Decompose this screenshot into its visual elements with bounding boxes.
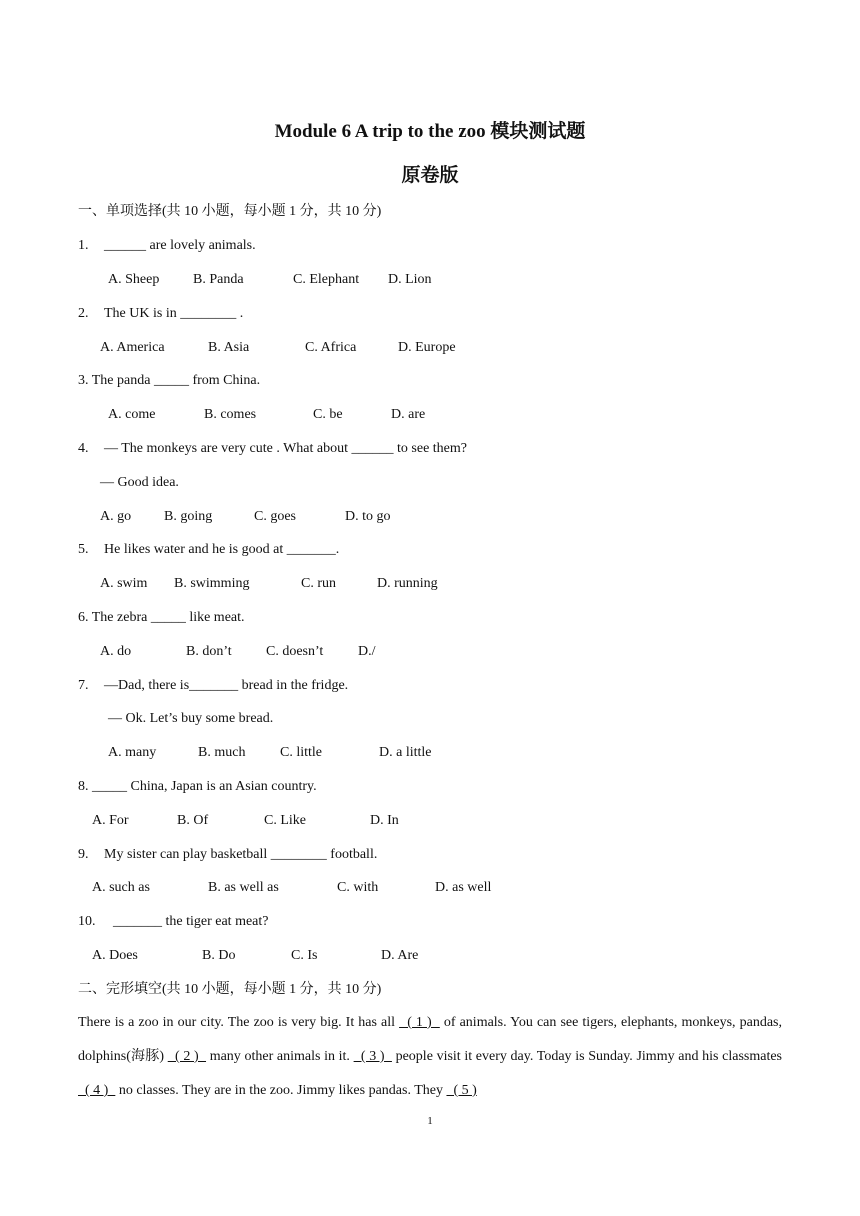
option: B. as well as — [208, 880, 279, 895]
question-text: 6. The zebra _____ like meat. — [78, 610, 245, 625]
question-reply: — Ok. Let’s buy some bread. — [108, 711, 274, 726]
question-text: _______ the tiger eat meat? — [113, 914, 269, 929]
option: C. Is — [291, 948, 318, 963]
option: A. do — [100, 644, 132, 659]
question-number: 2. — [78, 306, 89, 321]
question-text: ______ are lovely animals. — [104, 238, 256, 253]
option: B. Do — [202, 948, 236, 963]
option: A. For — [92, 813, 129, 828]
page-number: 1 — [427, 1115, 433, 1127]
question-text: 3. The panda _____ from China. — [78, 373, 261, 388]
option: A. swim — [100, 576, 148, 591]
page-subtitle: 原卷版 — [401, 165, 459, 186]
option: D. as well — [435, 880, 492, 895]
option: C. with — [337, 880, 379, 895]
question-text: — The monkeys are very cute . What about ______ to see them? — [104, 441, 467, 456]
option: D. a little — [379, 745, 432, 760]
option: B. going — [164, 509, 213, 524]
option: B. swimming — [174, 576, 250, 591]
option: C. little — [280, 745, 322, 760]
option: A. come — [108, 407, 156, 422]
blank-2: ( 2 ) — [167, 1049, 207, 1064]
question-number: 7. — [78, 678, 89, 693]
option: C. Elephant — [293, 272, 360, 287]
option: A. Does — [92, 948, 138, 963]
option: B. comes — [204, 407, 257, 422]
option: D. are — [391, 407, 426, 422]
question-number: 5. — [78, 542, 89, 557]
question-number: 4. — [78, 441, 89, 456]
option: A. Sheep — [108, 272, 160, 287]
blank-1: ( 1 ) — [399, 1015, 440, 1030]
blank-4: ( 4 ) — [78, 1083, 116, 1098]
option: C. Africa — [305, 340, 357, 355]
passage-text: There is a zoo in our city. The zoo is very big. It has all — [78, 1015, 400, 1030]
option: D. to go — [345, 509, 391, 524]
option: A. America — [100, 340, 165, 355]
cloze-passage — [78, 1006, 782, 1108]
option: B. don’t — [186, 644, 232, 659]
page-title: Module 6 A trip to the zoo 模块测试题 — [274, 121, 586, 142]
passage-text: people visit it every day. Today is Sunday. Jimmy and his classmates — [391, 1049, 782, 1064]
option: A. go — [100, 509, 132, 524]
option: D. In — [370, 813, 399, 828]
question-number: 9. — [78, 847, 89, 862]
option: D. Are — [381, 948, 419, 963]
option: D. running — [377, 576, 438, 591]
blank-3: ( 3 ) — [353, 1049, 392, 1064]
question-text: He likes water and he is good at _______. — [104, 542, 340, 557]
option: C. Like — [264, 813, 306, 828]
option: D. Lion — [388, 272, 432, 287]
question-text: The UK is in ________ . — [104, 306, 244, 321]
question-number: 1. — [78, 238, 89, 253]
question-text: My sister can play basketball ________ football. — [104, 847, 378, 862]
option: D./ — [358, 644, 376, 659]
passage-text: of animals. You can see tigers, elephants, monkeys, pandas, dolphins(海豚) — [78, 1015, 782, 1064]
option: A. many — [108, 745, 157, 760]
passage-text: no classes. They are in the zoo. Jimmy likes pandas. They — [115, 1083, 447, 1098]
option: A. such as — [92, 880, 150, 895]
section-heading-multiple-choice: 一、单项选择(共 10 小题，每小题 1 分，共 10 分) — [78, 204, 382, 219]
option: B. much — [198, 745, 246, 760]
option: B. Asia — [208, 340, 250, 355]
question-text: —Dad, there is_______ bread in the fridge. — [104, 678, 349, 693]
question-reply: — Good idea. — [100, 475, 179, 490]
option: B. Panda — [193, 272, 244, 287]
blank-5: ( 5 ) — [446, 1083, 477, 1098]
option: B. Of — [177, 813, 209, 828]
option: C. be — [313, 407, 343, 422]
section-heading-cloze: 二、完形填空(共 10 小题，每小题 1 分，共 10 分) — [78, 982, 382, 997]
option: C. doesn’t — [266, 644, 324, 659]
option: D. Europe — [398, 340, 456, 355]
option: C. goes — [254, 509, 296, 524]
passage-text: many other animals in it. — [206, 1049, 354, 1064]
option: C. run — [301, 576, 336, 591]
question-text: 8. _____ China, Japan is an Asian country. — [78, 779, 317, 794]
question-number: 10. — [78, 914, 96, 929]
